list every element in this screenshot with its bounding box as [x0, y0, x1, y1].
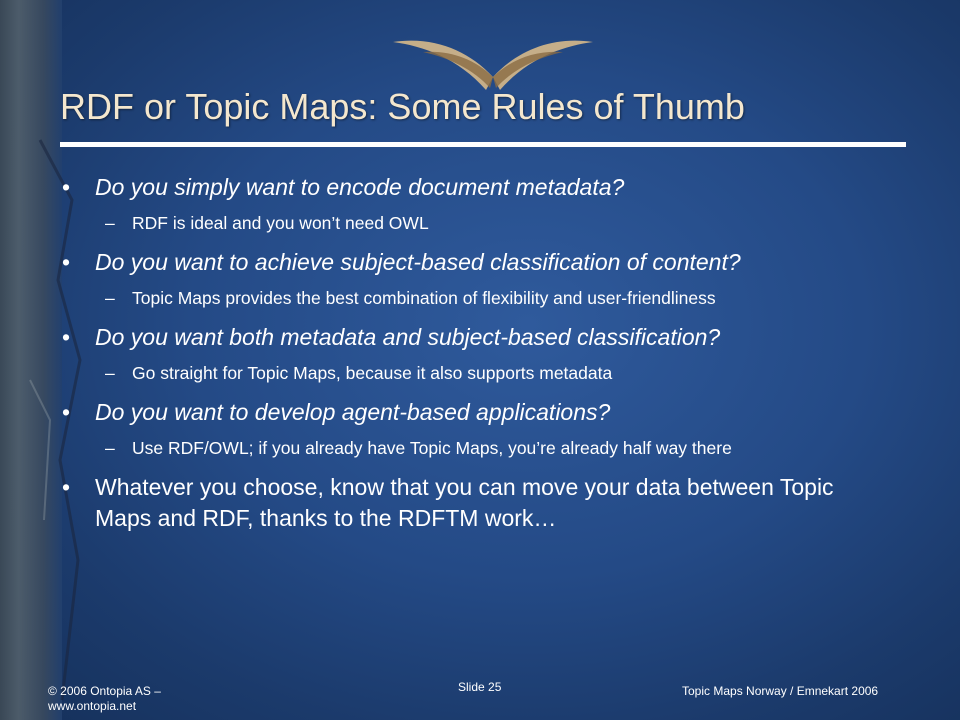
slide-number: Slide 25: [458, 680, 502, 694]
bullet-item: [62, 247, 882, 278]
sub-bullet-text: Topic Maps provides the best combination of flexibility and user-friendliness: [132, 288, 716, 308]
bullet-glyph: •: [62, 324, 71, 350]
footer-url: www.ontopia.net: [48, 699, 137, 713]
sub-bullet-item: [62, 286, 882, 310]
dash-glyph: –: [105, 288, 115, 308]
sub-bullet-item: [62, 361, 882, 385]
sub-bullet-text: Go straight for Topic Maps, because it also supports metadata: [132, 363, 613, 383]
bullet-glyph: •: [62, 474, 71, 500]
slide-title: RDF or Topic Maps: Some Rules of Thumb: [60, 86, 745, 127]
bullet-list: [62, 172, 882, 542]
bullet-item: [62, 322, 882, 353]
footer-copyright-line: © 2006 Ontopia AS –: [48, 684, 161, 698]
dash-glyph: –: [105, 363, 115, 383]
sub-bullet-text: Use RDF/OWL; if you already have Topic Maps, you’re already half way there: [132, 438, 732, 458]
winged-ornament-icon: [388, 22, 598, 92]
bullet-text: Do you want to achieve subject-based classification of content?: [95, 249, 741, 275]
title-underline: [60, 142, 906, 147]
bullet-item: [62, 472, 882, 534]
dash-glyph: –: [105, 213, 115, 233]
bullet-item: [62, 172, 882, 203]
sub-bullet-item: [62, 436, 882, 460]
bullet-glyph: •: [62, 399, 71, 425]
bullet-text: Whatever you choose, know that you can move your data between Topic Maps and RDF, thanks to the RDFTM work…: [95, 474, 834, 531]
sub-bullet-text: RDF is ideal and you won’t need OWL: [132, 213, 429, 233]
bullet-text: Do you want to develop agent-based applications?: [95, 399, 611, 425]
bullet-text: Do you simply want to encode document metadata?: [95, 174, 625, 200]
bullet-glyph: •: [62, 249, 71, 275]
bullet-glyph: •: [62, 174, 71, 200]
footer-copyright: [48, 684, 161, 714]
bullet-text: Do you want both metadata and subject-based classification?: [95, 324, 721, 350]
bullet-item: [62, 397, 882, 428]
footer-event: Topic Maps Norway / Emnekart 2006: [682, 684, 879, 698]
dash-glyph: –: [105, 438, 115, 458]
sub-bullet-item: [62, 211, 882, 235]
